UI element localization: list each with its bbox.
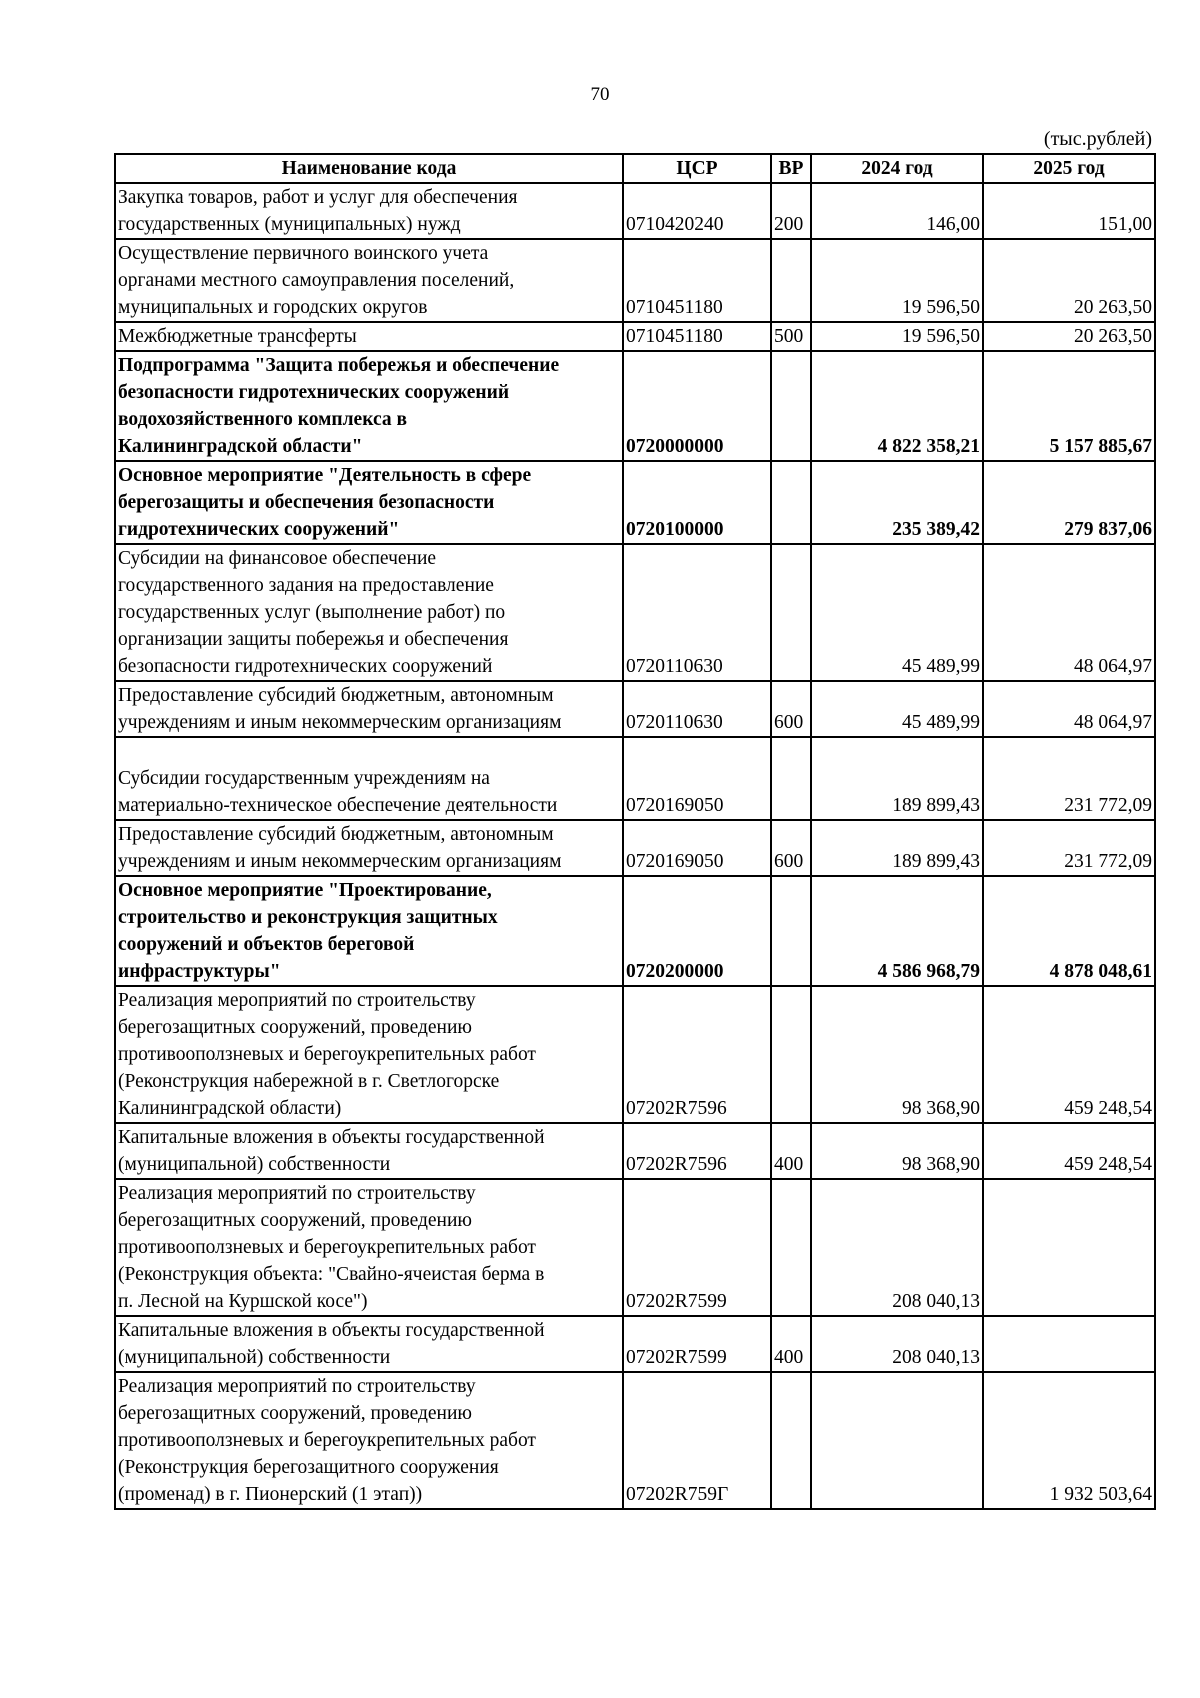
row-vr-cell	[771, 239, 811, 322]
table-row	[115, 183, 1155, 239]
row-2024-cell	[811, 1372, 983, 1509]
row-2025-cell: 48 064,97	[983, 681, 1155, 737]
row-2024-cell: 146,00	[811, 183, 983, 239]
row-2024-cell: 208 040,13	[811, 1179, 983, 1316]
row-vr-cell	[771, 986, 811, 1123]
row-vr-cell: 500	[771, 322, 811, 351]
table-row	[115, 544, 1155, 681]
row-2024-cell: 19 596,50	[811, 322, 983, 351]
table-row	[115, 737, 1155, 820]
row-name-cell: Реализация мероприятий по строительству берегозащитных сооружений, проведению противооползневых и берегоукрепительных работ (Реконструкция объекта: "Свайно-ячеистая берма в п. Лесной на Куршской косе")	[115, 1179, 623, 1316]
table-row	[115, 461, 1155, 544]
table-row	[115, 239, 1155, 322]
table-row	[115, 1316, 1155, 1372]
row-2024-cell: 189 899,43	[811, 820, 983, 876]
row-vr-cell: 200	[771, 183, 811, 239]
row-csr-cell: 0720110630	[623, 681, 771, 737]
row-name-cell: Субсидии государственным учреждениям на материально-техническое обеспечение деятельности	[115, 737, 623, 820]
row-2025-cell: 231 772,09	[983, 820, 1155, 876]
row-name-cell: Капитальные вложения в объекты государственной (муниципальной) собственности	[115, 1316, 623, 1372]
row-csr-cell: 07202R7599	[623, 1316, 771, 1372]
table-row	[115, 681, 1155, 737]
table-row	[115, 1179, 1155, 1316]
row-2025-cell: 231 772,09	[983, 737, 1155, 820]
row-vr-cell: 600	[771, 681, 811, 737]
row-csr-cell: 07202R7599	[623, 1179, 771, 1316]
row-2025-cell: 4 878 048,61	[983, 876, 1155, 986]
row-name-cell: Капитальные вложения в объекты государственной (муниципальной) собственности	[115, 1123, 623, 1179]
row-csr-cell: 0720000000	[623, 351, 771, 461]
row-2024-cell: 4 822 358,21	[811, 351, 983, 461]
row-2024-cell: 235 389,42	[811, 461, 983, 544]
row-2024-cell: 4 586 968,79	[811, 876, 983, 986]
table-row	[115, 820, 1155, 876]
row-vr-cell: 400	[771, 1123, 811, 1179]
row-csr-cell: 07202R7596	[623, 1123, 771, 1179]
table-row	[115, 351, 1155, 461]
row-2025-cell: 1 932 503,64	[983, 1372, 1155, 1509]
row-name-cell: Предоставление субсидий бюджетным, автономным учреждениям и иным некоммерческим организациям	[115, 681, 623, 737]
table-row	[115, 322, 1155, 351]
row-2025-cell: 20 263,50	[983, 239, 1155, 322]
row-name-cell: Субсидии на финансовое обеспечение государственного задания на предоставление государственных услуг (выполнение работ) по организации защиты побережья и обеспечения безопасности гидротехнических сооружений	[115, 544, 623, 681]
page-number: 70	[590, 84, 610, 105]
header-vr: ВР	[771, 154, 811, 183]
row-vr-cell	[771, 737, 811, 820]
row-2024-cell: 45 489,99	[811, 544, 983, 681]
row-2024-cell: 208 040,13	[811, 1316, 983, 1372]
table-row	[115, 1372, 1155, 1509]
row-name-cell: Межбюджетные трансферты	[115, 322, 623, 351]
budget-table	[114, 153, 1156, 1510]
row-csr-cell: 0720110630	[623, 544, 771, 681]
row-name-cell: Основное мероприятие "Деятельность в сфере берегозащиты и обеспечения безопасности гидротехнических сооружений"	[115, 461, 623, 544]
row-vr-cell	[771, 1372, 811, 1509]
row-2025-cell: 5 157 885,67	[983, 351, 1155, 461]
row-csr-cell: 0720169050	[623, 820, 771, 876]
row-name-cell: Основное мероприятие "Проектирование, строительство и реконструкция защитных сооружений и объектов береговой инфраструктуры"	[115, 876, 623, 986]
table-row	[115, 876, 1155, 986]
row-2025-cell: 151,00	[983, 183, 1155, 239]
header-2024: 2024 год	[811, 154, 983, 183]
row-vr-cell	[771, 351, 811, 461]
row-2025-cell: 279 837,06	[983, 461, 1155, 544]
row-vr-cell: 600	[771, 820, 811, 876]
row-csr-cell: 0710451180	[623, 322, 771, 351]
row-2024-cell: 98 368,90	[811, 986, 983, 1123]
row-vr-cell	[771, 461, 811, 544]
row-csr-cell: 0710420240	[623, 183, 771, 239]
table-row	[115, 986, 1155, 1123]
table-row	[115, 1123, 1155, 1179]
row-name-cell: Реализация мероприятий по строительству берегозащитных сооружений, проведению противооползневых и берегоукрепительных работ (Реконструкция берегозащитного сооружения (променад) в г. Пионерский (1 этап))	[115, 1372, 623, 1509]
row-2024-cell: 189 899,43	[811, 737, 983, 820]
row-vr-cell: 400	[771, 1316, 811, 1372]
row-csr-cell: 07202R759Г	[623, 1372, 771, 1509]
row-csr-cell: 0710451180	[623, 239, 771, 322]
row-name-cell: Закупка товаров, работ и услуг для обеспечения государственных (муниципальных) нужд	[115, 183, 623, 239]
row-2025-cell: 459 248,54	[983, 986, 1155, 1123]
row-name-cell: Реализация мероприятий по строительству берегозащитных сооружений, проведению противооползневых и берегоукрепительных работ (Реконструкция набережной в г. Светлогорске Калининградской области)	[115, 986, 623, 1123]
row-2025-cell: 48 064,97	[983, 544, 1155, 681]
header-2025: 2025 год	[983, 154, 1155, 183]
row-csr-cell: 0720100000	[623, 461, 771, 544]
header-name: Наименование кода	[115, 154, 623, 183]
row-vr-cell	[771, 544, 811, 681]
table-body	[115, 183, 1155, 1509]
row-csr-cell: 0720169050	[623, 737, 771, 820]
row-name-cell: Осуществление первичного воинского учета органами местного самоуправления поселений, муниципальных и городских округов	[115, 239, 623, 322]
row-vr-cell	[771, 876, 811, 986]
row-csr-cell: 0720200000	[623, 876, 771, 986]
row-2024-cell: 98 368,90	[811, 1123, 983, 1179]
table-header-row	[115, 154, 1155, 183]
row-csr-cell: 07202R7596	[623, 986, 771, 1123]
row-name-cell: Подпрограмма "Защита побережья и обеспечение безопасности гидротехнических сооружений водохозяйственного комплекса в Калининградской области"	[115, 351, 623, 461]
row-2024-cell: 45 489,99	[811, 681, 983, 737]
header-csr: ЦСР	[623, 154, 771, 183]
row-2025-cell: 20 263,50	[983, 322, 1155, 351]
row-2025-cell	[983, 1179, 1155, 1316]
row-vr-cell	[771, 1179, 811, 1316]
row-2025-cell: 459 248,54	[983, 1123, 1155, 1179]
units-label: (тыс.рублей)	[1043, 128, 1152, 150]
row-name-cell: Предоставление субсидий бюджетным, автономным учреждениям и иным некоммерческим организациям	[115, 820, 623, 876]
row-2024-cell: 19 596,50	[811, 239, 983, 322]
row-2025-cell	[983, 1316, 1155, 1372]
